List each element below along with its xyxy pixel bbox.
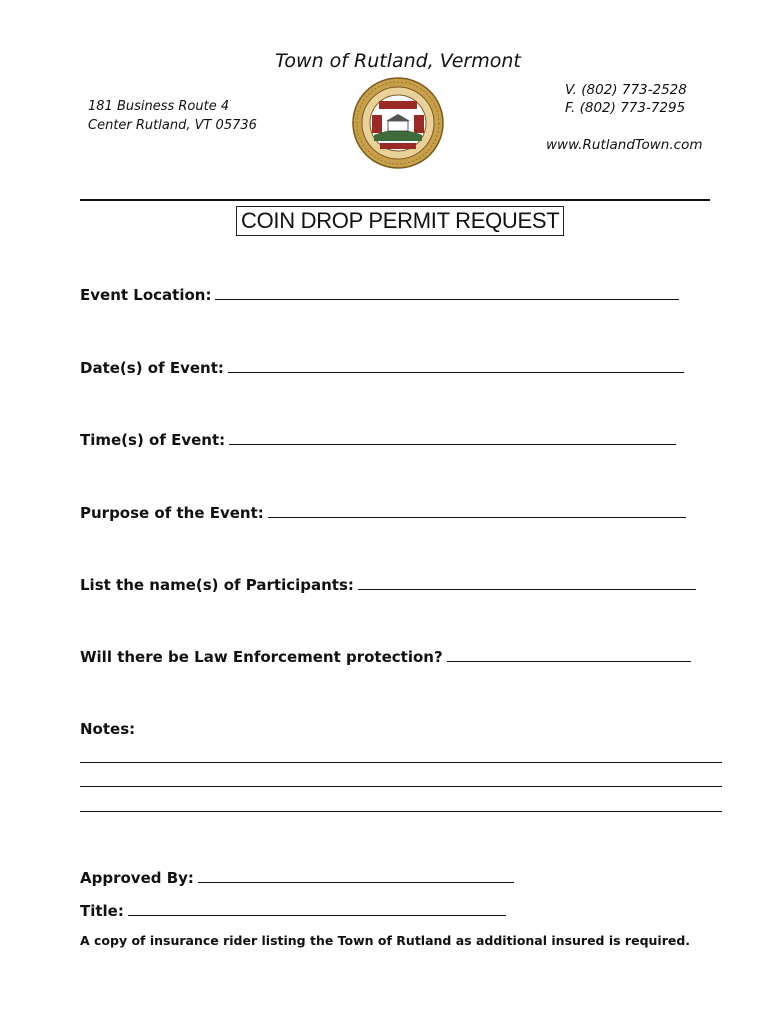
approved-by-input[interactable]	[198, 870, 514, 883]
times-of-event-label: Time(s) of Event:	[80, 431, 226, 449]
form-title: COIN DROP PERMIT REQUEST	[236, 206, 564, 236]
event-location-input[interactable]	[215, 287, 679, 300]
dates-of-event-field[interactable]	[80, 359, 684, 377]
notes-line[interactable]	[80, 762, 722, 763]
event-location-label: Event Location:	[80, 286, 212, 304]
times-of-event-input[interactable]	[229, 432, 676, 445]
dates-of-event-input[interactable]	[228, 360, 684, 373]
header-divider	[80, 199, 710, 201]
town-title: Town of Rutland, Vermont	[275, 50, 521, 72]
law-enforcement-field[interactable]	[80, 648, 691, 666]
address-block	[88, 97, 257, 135]
notes-line[interactable]	[80, 786, 722, 787]
fax-number: F. (802) 773-7295	[565, 100, 686, 116]
insurance-footnote: A copy of insurance rider listing the Town of Rutland as additional insured is required.	[80, 933, 691, 948]
purpose-field[interactable]	[80, 504, 686, 522]
participants-field[interactable]	[80, 576, 696, 594]
law-enforcement-label: Will there be Law Enforcement protection?	[80, 648, 443, 666]
times-of-event-field[interactable]	[80, 431, 676, 449]
contact-block	[565, 81, 687, 117]
title-input[interactable]	[128, 903, 506, 916]
participants-label: List the name(s) of Participants:	[80, 576, 354, 594]
notes-line[interactable]	[80, 811, 722, 812]
title-field[interactable]	[80, 902, 506, 920]
event-location-field[interactable]	[80, 286, 679, 304]
dates-of-event-label: Date(s) of Event:	[80, 359, 224, 377]
notes-label: Notes:	[80, 720, 136, 738]
title-label: Title:	[80, 902, 124, 920]
purpose-input[interactable]	[268, 505, 686, 518]
participants-input[interactable]	[358, 577, 696, 590]
approved-by-label: Approved By:	[80, 869, 194, 887]
town-seal-icon	[352, 77, 444, 169]
phone-number: V. (802) 773-2528	[565, 82, 687, 98]
law-enforcement-input[interactable]	[447, 649, 691, 662]
address-line-2: Center Rutland, VT 05736	[88, 118, 257, 133]
address-line-1: 181 Business Route 4	[88, 99, 230, 114]
purpose-label: Purpose of the Event:	[80, 504, 264, 522]
website-link[interactable]: www.RutlandTown.com	[546, 137, 703, 153]
approved-by-field[interactable]	[80, 869, 514, 887]
